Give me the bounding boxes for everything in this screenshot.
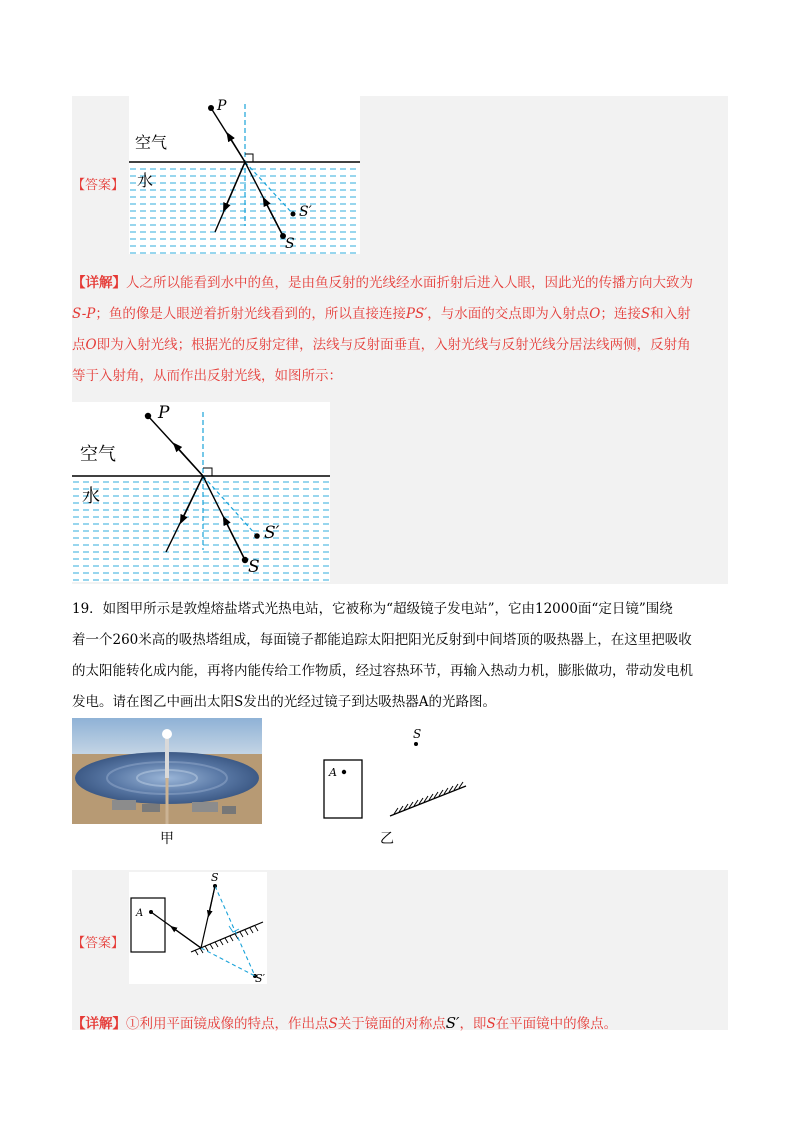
detail1-paragraph <box>72 268 728 392</box>
point-s-label: S <box>285 236 295 252</box>
point-s-prime-label: S′ <box>299 204 312 220</box>
point-a-label: A <box>136 908 144 919</box>
point-s-label: S <box>211 872 219 884</box>
point-p-label: P <box>217 98 227 114</box>
detail2-label: 【详解】 <box>72 1016 126 1032</box>
detail1-line1: 【详解】人之所以能看到水中的鱼，是由鱼反射的光线经水面折射后进入人眼，因此光的传播方向大致为 <box>72 275 693 291</box>
point-s-prime-label: S′ <box>255 972 266 984</box>
answer1-figure <box>129 96 360 254</box>
caption-jia: 甲 <box>160 831 174 847</box>
point-s-label: S <box>413 727 422 741</box>
detail1-label: 【详解】 <box>72 275 126 291</box>
answer1-label: 【答案】 <box>72 178 125 193</box>
air-label: 空气 <box>135 133 168 152</box>
detail1-line4: 等于入射角，从而作出反射光线，如图所示： <box>72 368 342 384</box>
answer2-figure <box>129 872 267 984</box>
question19-paragraph <box>72 594 728 718</box>
figure-yi <box>318 722 478 826</box>
detail1-line3: 点O即为入射光线；根据光的反射定律，法线与反射面垂直，入射光线与反射光线分居法线两侧，反射角 <box>72 337 691 353</box>
point-p-label: P <box>158 403 170 423</box>
question19-line1: 19．如图甲所示是敦煌熔盐塔式光热电站，它被称为“超级镜子发电站”，它由12000面“定日镜”围绕 <box>72 601 673 617</box>
answer2-label: 【答案】 <box>72 936 125 951</box>
question19-line3: 的太阳能转化成内能，再将内能传给工作物质，经过容热环节，再输入热动力机，膨胀做功，带动发电机 <box>72 663 693 679</box>
air-label: 空气 <box>80 444 116 465</box>
solar-plant-photo <box>72 718 262 824</box>
detail2-paragraph: 【详解】①利用平面镜成像的特点，作出点S关于镜面的对称点S′，即S在平面镜中的像点。 <box>72 1014 618 1032</box>
point-a-label: A <box>329 766 337 779</box>
question19-line2: 着一个260米高的吸热塔组成，每面镜子都能追踪太阳把阳光反射到中间塔顶的吸热器上，在这里把吸收 <box>72 632 692 648</box>
point-s-prime-label: S′ <box>264 523 280 543</box>
detail1-line2: S-P；鱼的像是人眼逆着折射光线看到的，所以直接连接PS′，与水面的交点即为入射点O；连接S和入射 <box>72 306 691 322</box>
point-s-label: S <box>248 557 260 577</box>
caption-yi: 乙 <box>380 831 394 847</box>
detail1-figure <box>72 402 330 582</box>
water-label: 水 <box>82 486 100 507</box>
water-label: 水 <box>137 171 154 190</box>
question19-line4: 发电。请在图乙中画出太阳S发出的光经过镜子到达吸热器A的光路图。 <box>72 694 496 710</box>
